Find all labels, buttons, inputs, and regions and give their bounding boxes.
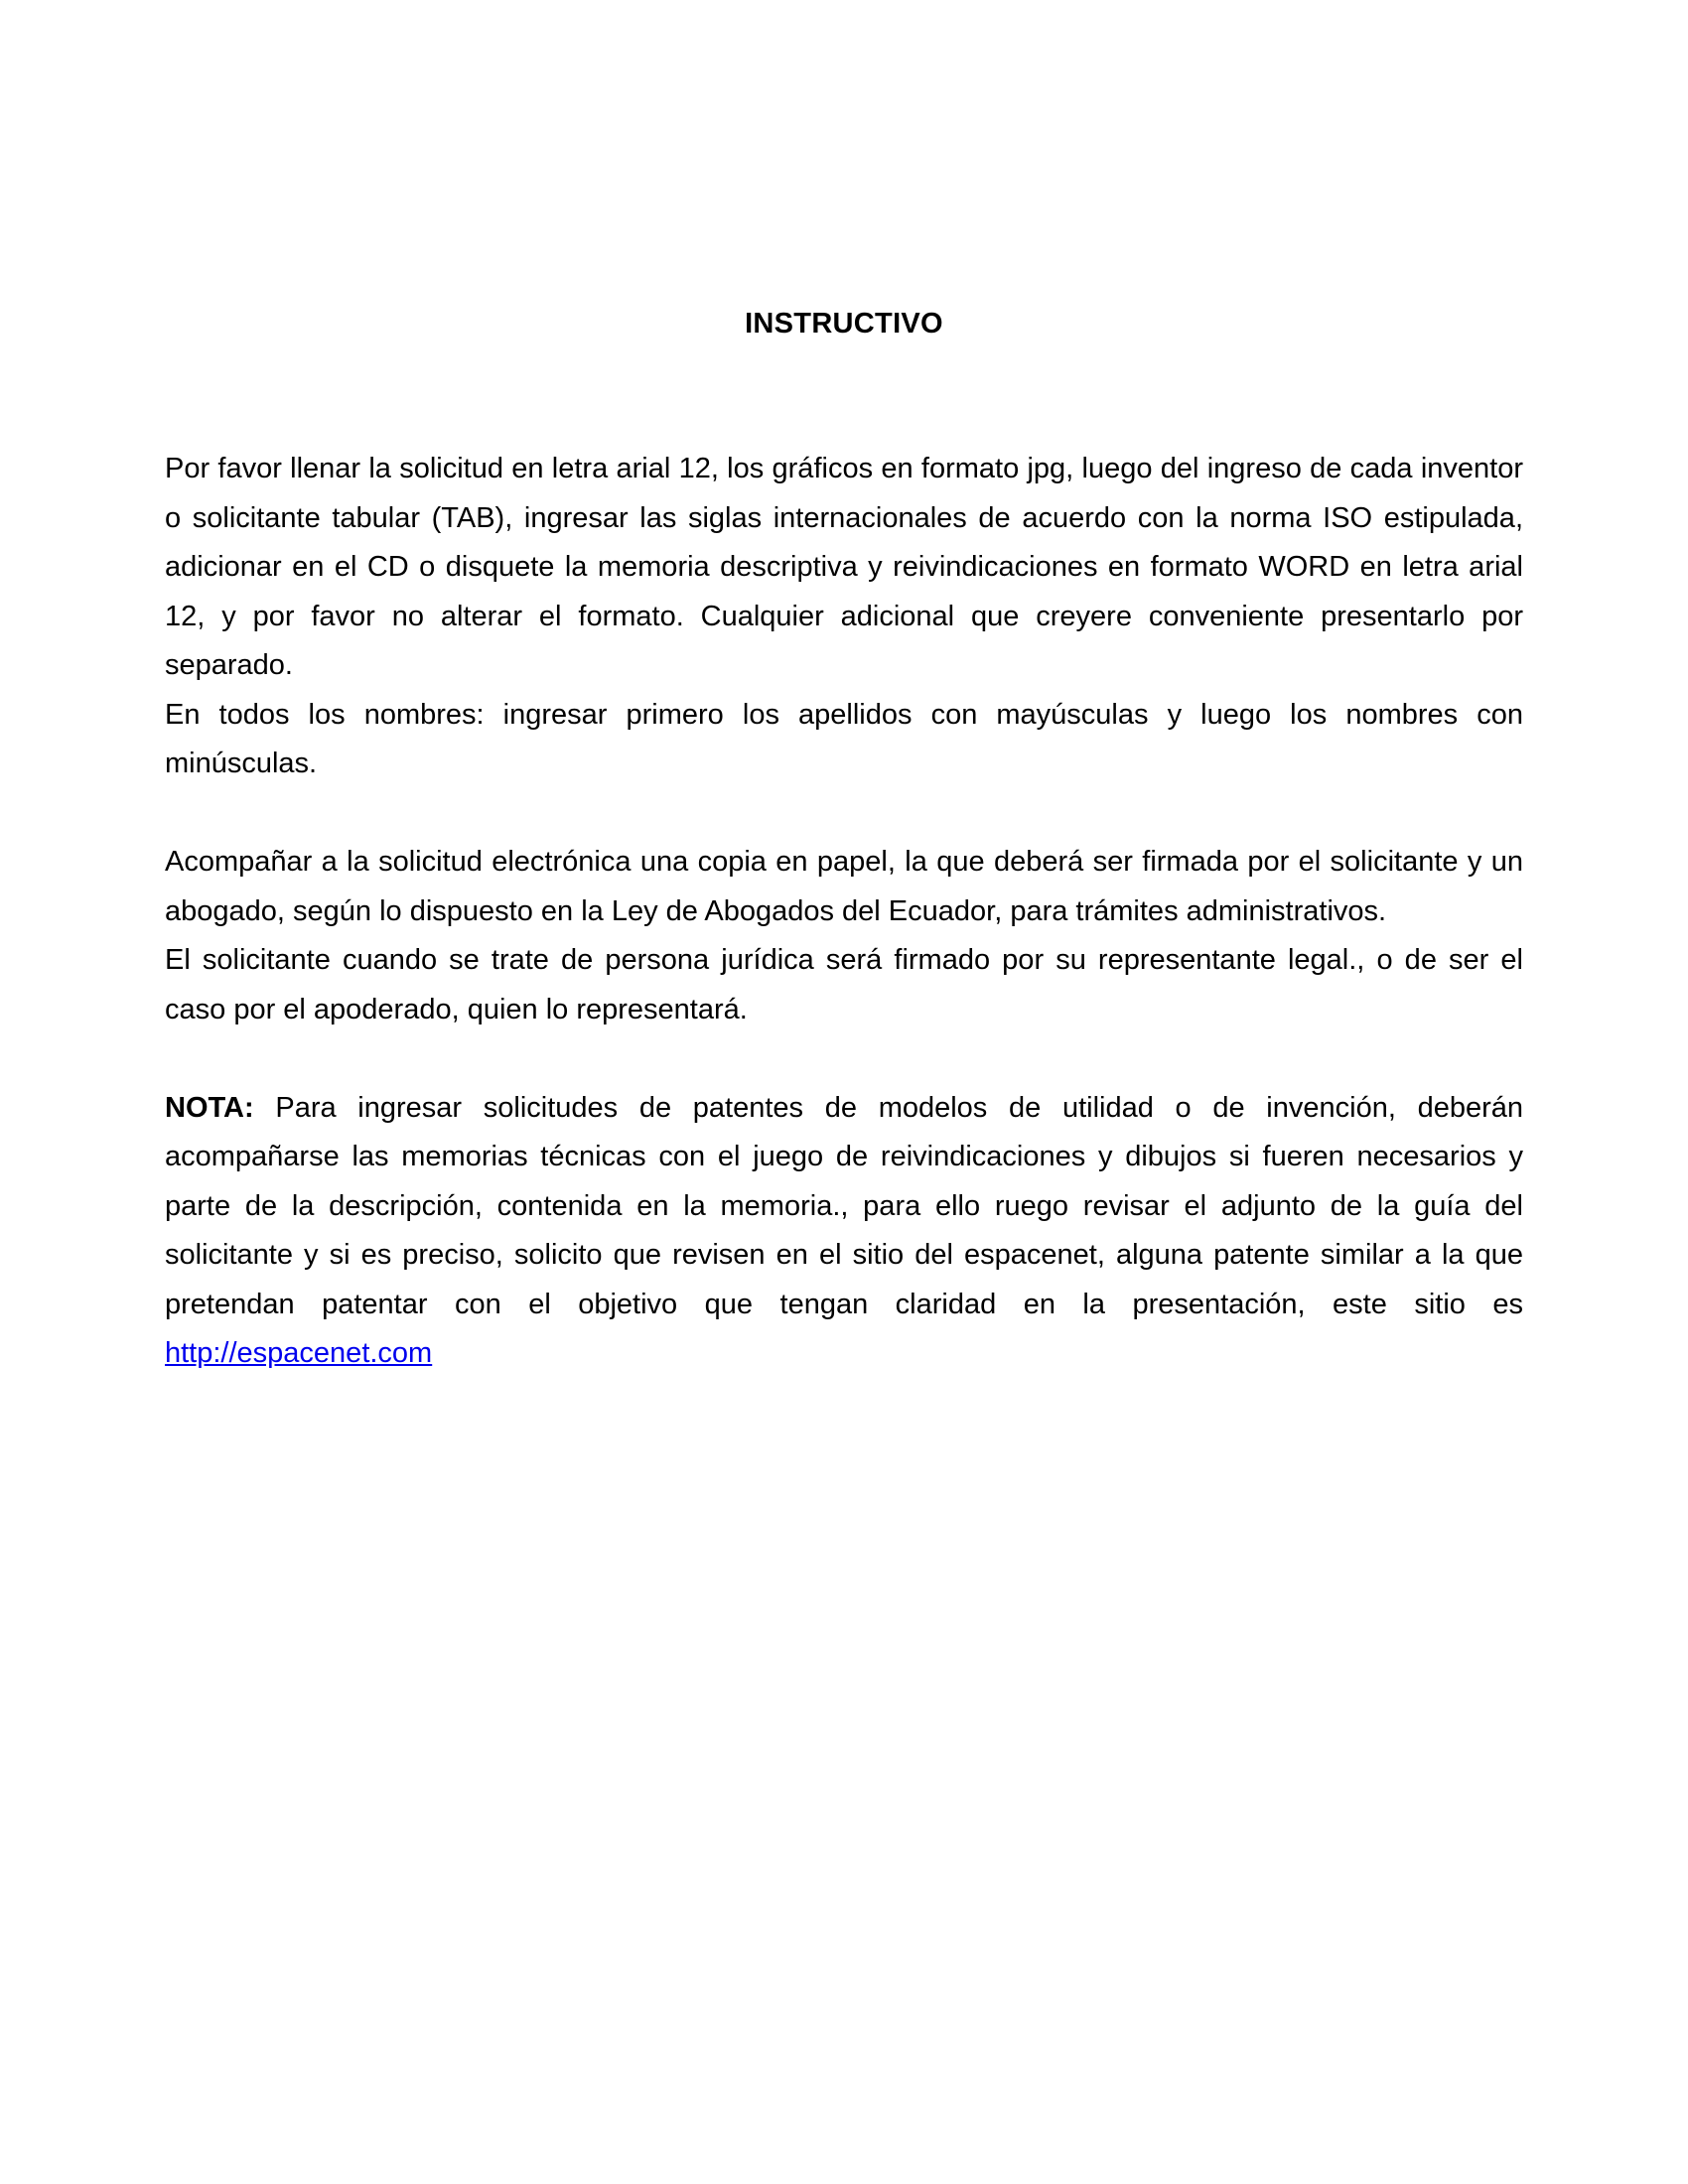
paragraph-instructions: Por favor llenar la solicitud en letra arial 12, los gráficos en formato jpg, luego del ingreso de cada inventor o solicitante tabular (TAB), ingresar las siglas internacionales de acuerdo con la norma ISO estipulada, adicionar en el CD o disquete la memoria descriptiva y reivindicaciones en formato WORD en letra arial 12, y por favor no alterar el formato. Cualquier adicional que creyere conveniente presentarlo por separado. <box>165 453 1523 681</box>
nota-label: NOTA: <box>165 1091 254 1124</box>
paragraph-names: En todos los nombres: ingresar primero los apellidos con mayúsculas y luego los nombres con minúsculas. <box>165 698 1523 779</box>
paragraph-spacer <box>165 789 1523 839</box>
espacenet-link[interactable]: http://espacenet.com <box>165 1337 433 1369</box>
paragraph-paper-copy: Acompañar a la solicitud electrónica una copia en papel, la que deberá ser firmada por el solicitante y un abogado, según lo dispuesto en la Ley de Abogados del Ecuador, para trámites administrativos. <box>165 846 1523 927</box>
nota-text: Para ingresar solicitudes de patentes de modelos de utilidad o de invención, deberán acompañarse las memorias técnicas con el juego de reivindicaciones y dibujos si fueren necesarios y parte de la descripción, contenida en la memoria., para ello ruego revisar el adjunto de la guía del solicitante y si es preciso, solicito que revisen en el sitio del espacenet, alguna patente similar a la que pretendan patentar con el objetivo que tengan claridad en la presentación, este sitio es <box>165 1091 1523 1320</box>
paragraph-nota <box>165 1084 1523 1379</box>
paragraph-legal-representative: El solicitante cuando se trate de persona jurídica será firmado por su representante legal., o de ser el caso por el apoderado, quien lo representará. <box>165 944 1523 1025</box>
document-title: INSTRUCTIVO <box>745 308 943 340</box>
paragraph-spacer <box>165 1034 1523 1084</box>
document-body <box>165 445 1523 1379</box>
